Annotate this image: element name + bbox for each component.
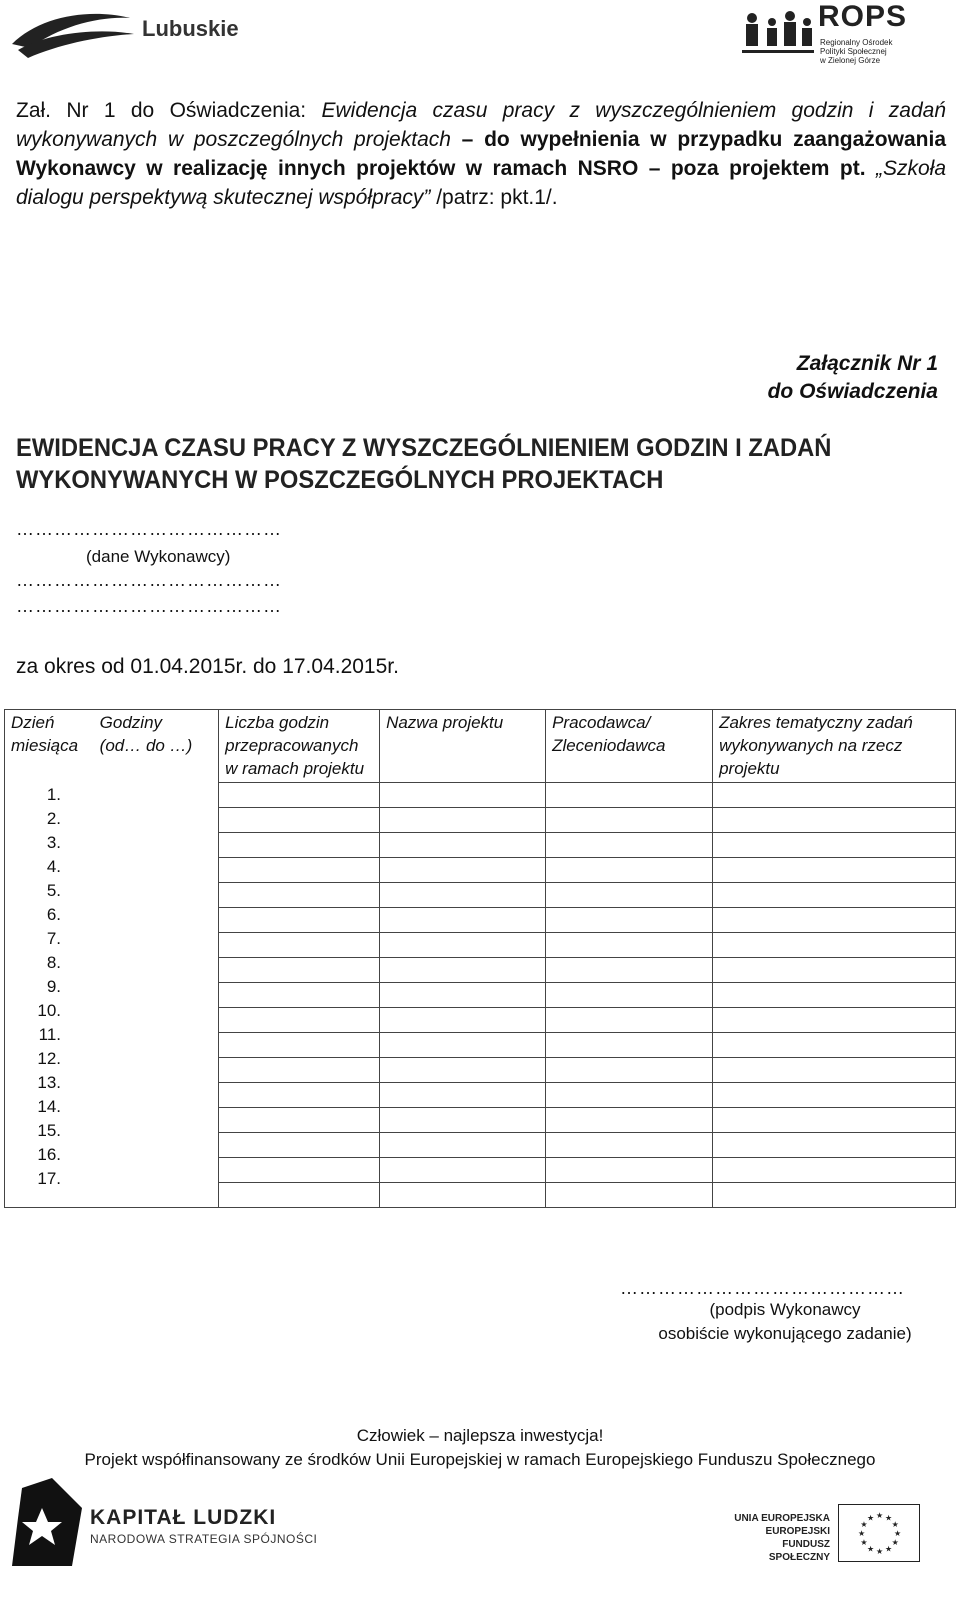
- intro-project-name: „Szkoła dialogu perspektywą skutecznej współpracy”: [16, 157, 946, 209]
- header-text: Pracodawca/: [552, 713, 651, 732]
- eu-star: ★: [860, 1538, 868, 1547]
- kapital-ludzki-subtitle: NARODOWA STRATEGIA SPÓJNOŚCI: [90, 1532, 318, 1546]
- footer-cofinance: Projekt współfinansowany ze środków Unii Europejskiej w ramach Europejskiego Funduszu Społecznego: [84, 1450, 876, 1469]
- intro-paragraph: [16, 96, 946, 212]
- rops-figures-icon: [740, 4, 816, 60]
- table-cell[interactable]: [546, 1008, 712, 1033]
- eu-star: ★: [876, 1547, 884, 1556]
- table-cell[interactable]: [546, 1158, 712, 1183]
- table-cell[interactable]: [219, 908, 379, 933]
- eu-star: ★: [858, 1529, 866, 1538]
- footer-slogan: Człowiek – najlepsza inwestycja!: [356, 1426, 604, 1445]
- table-cell[interactable]: [713, 833, 955, 858]
- annex-line: do Oświadczenia: [767, 380, 938, 403]
- contractor-dots-line[interactable]: ……………………………………: [16, 596, 282, 616]
- contractor-dots-line[interactable]: ……………………………………: [16, 570, 282, 590]
- eu-star: ★: [894, 1529, 902, 1538]
- table-cell[interactable]: [713, 1008, 955, 1033]
- table-cell[interactable]: [219, 933, 379, 958]
- intro-label: Zał. Nr 1 do Oświadczenia:: [16, 99, 322, 122]
- signature-dots-line[interactable]: ………………………………………: [620, 1278, 905, 1298]
- intro-instruction: – do wypełnienia w przypadku zaangażowania Wykonawcy w realizację innych projektów w ramach NSRO – poza projektem pt.: [16, 128, 946, 180]
- signature-label: [640, 1298, 930, 1346]
- cell-stack: [380, 783, 545, 1207]
- table-cell[interactable]: [219, 1133, 379, 1158]
- task-scope-cell[interactable]: [713, 783, 956, 1208]
- day-number: 17.: [37, 1168, 61, 1188]
- table-cell[interactable]: [219, 983, 379, 1008]
- eu-logo-text: [720, 1512, 830, 1564]
- table-cell[interactable]: [380, 883, 545, 908]
- table-cell[interactable]: [380, 1108, 545, 1133]
- document-title: [16, 432, 831, 496]
- table-cell[interactable]: [713, 908, 955, 933]
- header-day: [5, 710, 94, 783]
- header-text: (od… do …): [99, 736, 193, 755]
- project-name-cell[interactable]: [380, 783, 546, 1208]
- table-cell[interactable]: [380, 958, 545, 983]
- table-cell[interactable]: [546, 858, 712, 883]
- cell-stack: [546, 783, 712, 1207]
- rops-subtitle: [820, 38, 892, 65]
- cell-stack: [713, 783, 955, 1207]
- eu-star: ★: [891, 1538, 899, 1547]
- table-cell[interactable]: [380, 1058, 545, 1083]
- header-text: Godziny: [99, 713, 163, 732]
- header-text: Nazwa projektu: [386, 713, 504, 732]
- time-record-table: [4, 709, 956, 1208]
- kapital-ludzki-star-icon: [12, 1478, 84, 1568]
- day-list: [5, 783, 219, 1208]
- lubuskie-swoosh-icon: [10, 6, 140, 66]
- day-number: 9.: [46, 976, 61, 996]
- table-cell[interactable]: [546, 1183, 712, 1207]
- table-cell[interactable]: [713, 808, 955, 833]
- table-cell[interactable]: [546, 1083, 712, 1108]
- table-cell[interactable]: [546, 908, 712, 933]
- table-cell[interactable]: [219, 958, 379, 983]
- table-cell[interactable]: [713, 983, 955, 1008]
- eu-star: ★: [876, 1511, 884, 1520]
- contractor-dots-line[interactable]: ……………………………………: [16, 519, 282, 539]
- header-project-name: [380, 710, 546, 783]
- table-cell[interactable]: [380, 808, 545, 833]
- table-cell[interactable]: [713, 1108, 955, 1133]
- title-line: WYKONYWANYCH W POSZCZEGÓLNYCH PROJEKTACH: [16, 466, 664, 494]
- day-number: 3.: [46, 832, 61, 852]
- table-cell[interactable]: [713, 933, 955, 958]
- day-number: 15.: [37, 1120, 61, 1140]
- table-cell[interactable]: [546, 783, 712, 808]
- eu-star: ★: [867, 1513, 875, 1523]
- intro-record-title: Ewidencja czasu pracy z wyszczególnieniem godzin i zadań wykonywanych w poszczególnych projektach: [16, 99, 946, 151]
- eu-line: UNIA EUROPEJSKA: [734, 1513, 830, 1524]
- rops-title: ROPS: [818, 0, 908, 33]
- table-cell[interactable]: [219, 1158, 379, 1183]
- header-text: przepracowanych: [225, 736, 359, 755]
- rops-logo: [740, 0, 940, 65]
- header-text: Dzień: [11, 713, 55, 732]
- table-cell[interactable]: [713, 1083, 955, 1108]
- table-cell[interactable]: [546, 833, 712, 858]
- signature-line: osobiście wykonującego zadanie): [658, 1324, 912, 1343]
- rops-sub-line: Regionalny Ośrodek: [820, 38, 893, 47]
- table-cell[interactable]: [380, 933, 545, 958]
- period-text: za okres od 01.04.2015r. do 17.04.2015r.: [16, 655, 399, 678]
- day-number: 7.: [46, 928, 61, 948]
- lubuskie-logo-text: Lubuskie: [142, 16, 239, 41]
- table-cell[interactable]: [380, 1133, 545, 1158]
- table-cell[interactable]: [713, 1033, 955, 1058]
- table-header-row: [5, 710, 956, 783]
- table-cell[interactable]: [713, 883, 955, 908]
- table-cell[interactable]: [713, 1158, 955, 1183]
- day-number: 12.: [37, 1048, 61, 1068]
- eu-star: ★: [860, 1520, 868, 1529]
- table-cell[interactable]: [713, 858, 955, 883]
- rops-sub-line: Polityki Społecznej: [820, 47, 887, 56]
- table-cell[interactable]: [546, 1108, 712, 1133]
- table-cell[interactable]: [380, 1183, 545, 1207]
- eu-star: ★: [885, 1513, 893, 1523]
- table-cell[interactable]: [219, 1008, 379, 1033]
- signature-line: (podpis Wykonawcy: [709, 1300, 861, 1319]
- employer-cell[interactable]: [546, 783, 713, 1208]
- eu-flag-icon: [838, 1504, 920, 1562]
- table-cell[interactable]: [219, 883, 379, 908]
- header-text: w ramach projektu: [225, 759, 365, 778]
- eu-stars-icon: [839, 1505, 919, 1561]
- eu-star: ★: [891, 1520, 899, 1529]
- header-task-scope: [713, 710, 956, 783]
- eu-star: ★: [867, 1544, 875, 1554]
- eu-star: ★: [885, 1544, 893, 1554]
- header-text: Zleceniodawca: [552, 736, 666, 755]
- rops-sub-line: w Zielonej Górze: [820, 56, 881, 65]
- table-cell[interactable]: [713, 783, 955, 808]
- eu-line: FUNDUSZ SPOŁECZNY: [768, 1539, 830, 1563]
- table-cell[interactable]: [219, 783, 379, 808]
- eu-logo: [720, 1500, 940, 1570]
- table-cell[interactable]: [380, 908, 545, 933]
- day-number: 11.: [38, 1024, 61, 1044]
- table-cell[interactable]: [219, 1033, 379, 1058]
- table-cell[interactable]: [380, 1083, 545, 1108]
- day-number: 1.: [46, 784, 61, 804]
- table-cell[interactable]: [713, 1183, 955, 1207]
- table-cell[interactable]: [546, 933, 712, 958]
- contractor-label: (dane Wykonawcy): [86, 547, 231, 566]
- table-cell[interactable]: [380, 1008, 545, 1033]
- day-number: 5.: [46, 880, 61, 900]
- table-cell[interactable]: [546, 958, 712, 983]
- table-cell[interactable]: [546, 1058, 712, 1083]
- eu-line: EUROPEJSKI: [765, 1526, 830, 1537]
- intro-reference: /patrz: pkt.1/.: [430, 186, 558, 209]
- day-number: 8.: [46, 952, 61, 972]
- table-cell[interactable]: [713, 1058, 955, 1083]
- table-cell[interactable]: [219, 858, 379, 883]
- day-number: 14.: [37, 1096, 61, 1116]
- table-cell[interactable]: [219, 1058, 379, 1083]
- table-cell[interactable]: [546, 983, 712, 1008]
- header-text: Liczba godzin: [225, 713, 330, 732]
- day-number: 6.: [46, 904, 61, 924]
- table-cell[interactable]: [219, 1108, 379, 1133]
- header-employer: [546, 710, 713, 783]
- title-line: EWIDENCJA CZASU PRACY Z WYSZCZEGÓLNIENIEM GODZIN I ZADAŃ: [16, 434, 832, 462]
- day-number: 2.: [46, 808, 61, 828]
- header-text: Zakres tematyczny zadań: [719, 713, 913, 732]
- table-cell[interactable]: [380, 1033, 545, 1058]
- day-number: 10.: [37, 1000, 61, 1020]
- day-number: 13.: [37, 1072, 61, 1092]
- table-row: [5, 783, 956, 1208]
- cell-stack: [219, 783, 379, 1207]
- header-hours-count: [219, 710, 380, 783]
- kapital-ludzki-title: KAPITAŁ LUDZKI: [90, 1506, 277, 1529]
- header-text: wykonywanych na rzecz: [719, 736, 903, 755]
- kapital-ludzki-logo: [12, 1478, 332, 1598]
- table-cell[interactable]: [713, 1133, 955, 1158]
- day-number: 16.: [37, 1144, 61, 1164]
- lubuskie-logo: [10, 6, 260, 66]
- table-cell[interactable]: [219, 1183, 379, 1207]
- table-cell[interactable]: [546, 1133, 712, 1158]
- table-cell[interactable]: [380, 983, 545, 1008]
- table-cell[interactable]: [546, 1033, 712, 1058]
- table-cell[interactable]: [219, 808, 379, 833]
- day-number: 4.: [46, 856, 61, 876]
- table-cell[interactable]: [380, 833, 545, 858]
- table-cell[interactable]: [219, 833, 379, 858]
- header-hours: [94, 710, 219, 783]
- header-text: miesiąca: [11, 736, 79, 755]
- table-cell[interactable]: [546, 808, 712, 833]
- header-text: projektu: [719, 759, 780, 778]
- table-cell[interactable]: [380, 858, 545, 883]
- table-cell[interactable]: [380, 1158, 545, 1183]
- table-cell[interactable]: [219, 1083, 379, 1108]
- annex-label: [768, 350, 938, 406]
- hours-count-cell[interactable]: [219, 783, 380, 1208]
- table-cell[interactable]: [546, 883, 712, 908]
- table-cell[interactable]: [713, 958, 955, 983]
- annex-line: Załącznik Nr 1: [796, 352, 938, 375]
- table-cell[interactable]: [380, 783, 545, 808]
